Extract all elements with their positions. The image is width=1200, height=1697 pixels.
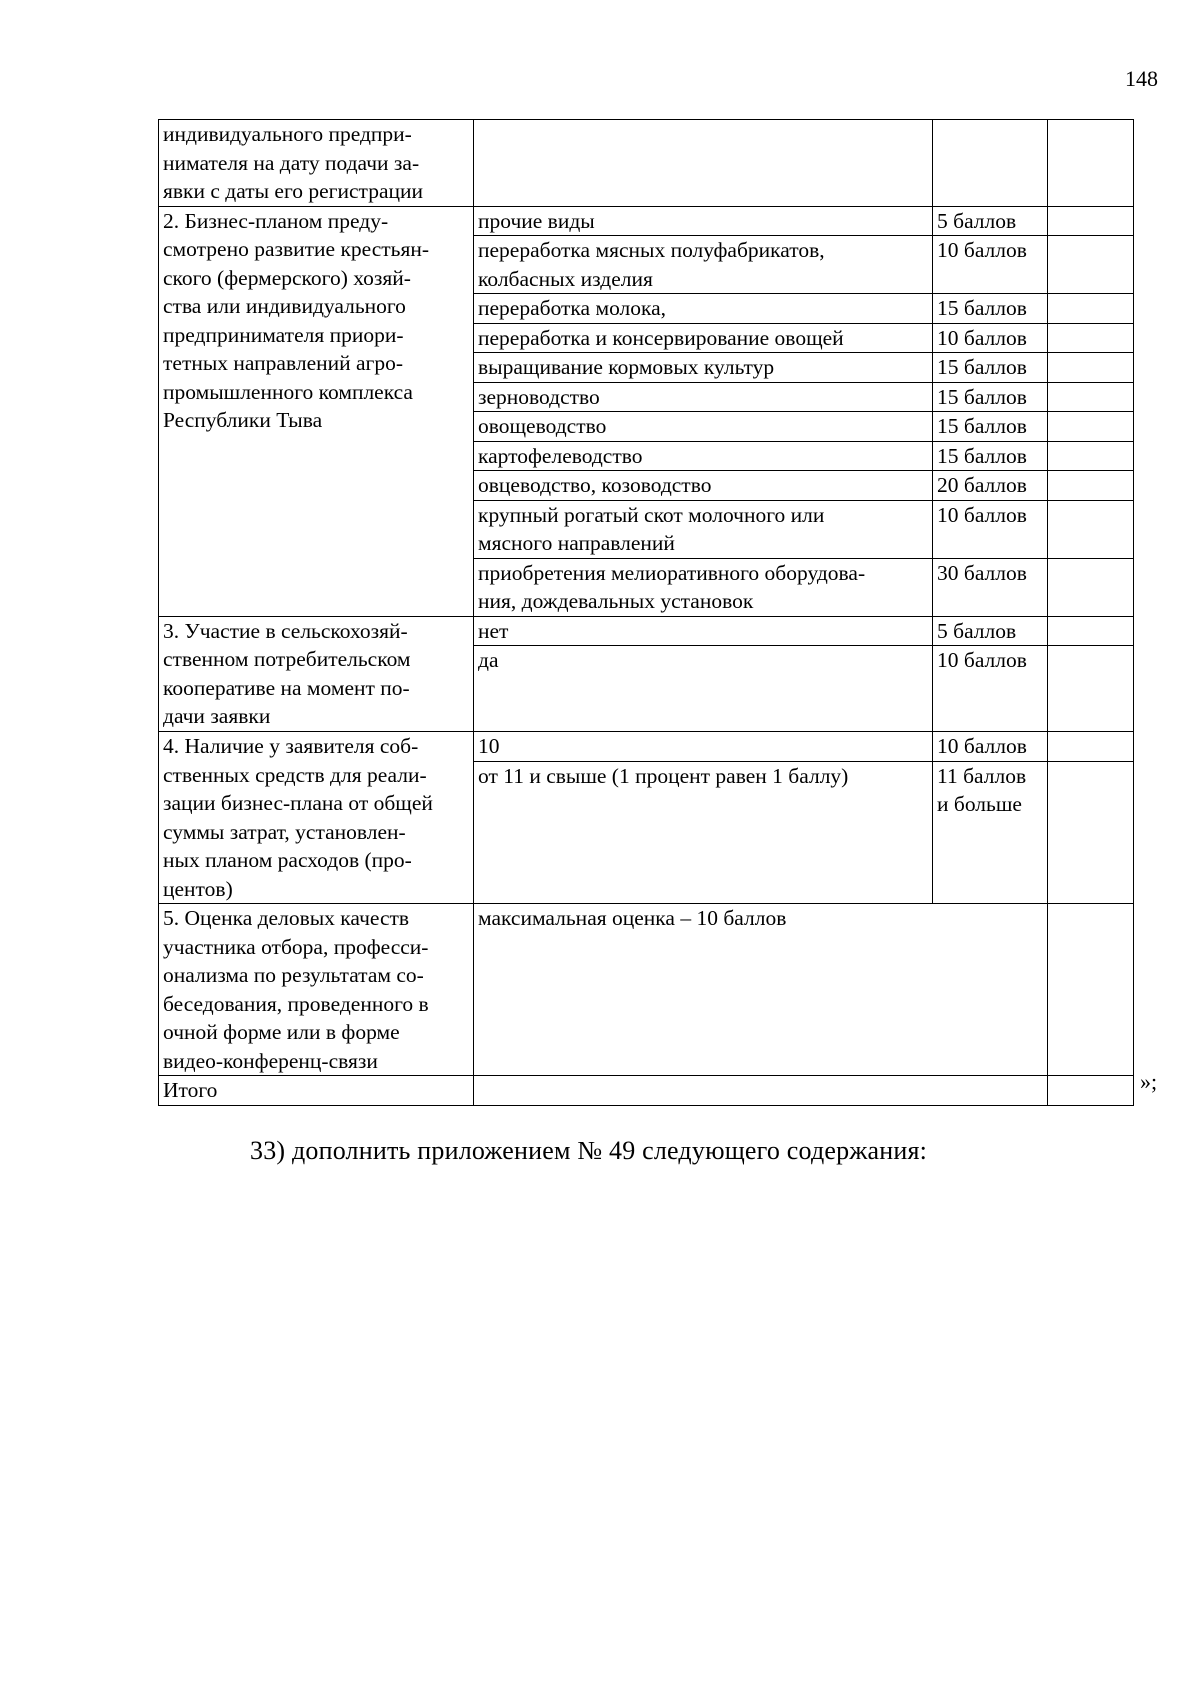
option-cell [474, 616, 933, 646]
score-cell [933, 120, 1048, 207]
criterion-cell [159, 904, 474, 1076]
score-cell [933, 412, 1048, 442]
text-line: от 11 и свыше (1 процент равен 1 баллу) [478, 763, 849, 788]
score-value [937, 559, 1043, 588]
text-line: 15 баллов [937, 384, 1027, 409]
table-row [159, 732, 1134, 762]
criterion-text [163, 120, 469, 206]
text-line: 10 баллов [937, 648, 1027, 672]
option-text [478, 762, 928, 791]
text-line: 11 баллов [937, 763, 1027, 788]
score-cell [933, 382, 1048, 412]
text-line: прочие виды [478, 208, 595, 233]
option-cell [474, 120, 933, 207]
criterion-cell [159, 120, 474, 207]
text-line: Республики Тыва [163, 408, 323, 432]
text-line: явки с даты его регистрации [163, 179, 424, 203]
text-line: переработка мясных полуфабрикатов, [478, 238, 825, 262]
table-row [159, 904, 1134, 1076]
score-value [937, 617, 1043, 646]
option-cell [474, 294, 933, 324]
score-value [937, 353, 1043, 382]
text-line: ства или индивидуального [163, 294, 406, 318]
option-cell [474, 761, 933, 903]
criterion-text [163, 904, 469, 1075]
option-cell [474, 206, 933, 236]
text-line: 15 баллов [937, 414, 1027, 438]
criterion-cell [159, 206, 474, 616]
option-text [478, 294, 928, 323]
table-row [159, 206, 1134, 236]
text-line: ных планом расходов (про- [163, 848, 412, 872]
text-line: ственном потребительском [163, 647, 411, 671]
text-line: 4. Наличие у заявителя соб- [163, 734, 419, 758]
points-cell [1048, 732, 1134, 762]
text-line: мясного направлений [478, 531, 675, 555]
option-text [478, 471, 928, 500]
text-line: переработка молока, [478, 296, 667, 320]
criterion-text [163, 732, 469, 903]
option-cell [474, 441, 933, 471]
option-text [478, 904, 1043, 933]
text-line: крупный рогатый скот молочного или [478, 502, 825, 527]
score-cell [933, 294, 1048, 324]
text-line: зерноводство [478, 384, 600, 409]
option-cell [474, 471, 933, 501]
option-cell [474, 412, 933, 442]
option-text [478, 559, 928, 616]
text-line: 5 баллов [937, 618, 1017, 643]
option-text [478, 732, 928, 761]
text-line: переработка и консервирование овощей [478, 325, 844, 350]
criterion-cell [159, 732, 474, 904]
score-cell [933, 441, 1048, 471]
score-value [937, 294, 1043, 323]
text-line: 10 [478, 734, 500, 758]
score-cell [933, 353, 1048, 383]
points-cell [1048, 120, 1134, 207]
score-value [937, 471, 1043, 500]
option-text [478, 412, 928, 441]
score-value [937, 412, 1043, 441]
total-row [159, 1076, 1134, 1106]
option-text [478, 383, 928, 412]
criterion-text [163, 207, 469, 435]
text-line: да [478, 648, 499, 672]
text-line: видео-конференц-связи [163, 1048, 378, 1073]
text-line: онализма по результатам со- [163, 963, 424, 987]
text-line: индивидуального предпри- [163, 122, 412, 146]
text-line: дачи заявки [163, 704, 271, 728]
text-line: ственных средств для реали- [163, 762, 427, 787]
text-line: кооперативе на момент по- [163, 675, 410, 700]
option-text [478, 646, 928, 675]
text-line: 2. Бизнес-планом преду- [163, 208, 389, 233]
text-line: тетных направлений агро- [163, 351, 404, 375]
score-cell [933, 732, 1048, 762]
option-cell [474, 904, 1048, 1076]
option-text [478, 501, 928, 558]
page-number: 148 [1125, 66, 1158, 91]
score-value [937, 442, 1043, 471]
score-value [937, 207, 1043, 236]
text-line: максимальная оценка – 10 баллов [478, 906, 787, 930]
score-cell [933, 236, 1048, 294]
score-value [937, 236, 1043, 265]
text-line: участника отбора, професси- [163, 934, 429, 959]
closing-quote: »; [1140, 1069, 1158, 1094]
total-value-cell [474, 1076, 1048, 1106]
text-line: 10 баллов [937, 325, 1027, 350]
option-cell [474, 323, 933, 353]
text-line: 10 баллов [937, 238, 1027, 262]
text-line: суммы затрат, установлен- [163, 819, 406, 844]
option-cell [474, 382, 933, 412]
total-label-cell [159, 1076, 474, 1106]
option-text [478, 617, 928, 646]
text-line: очной форме или в форме [163, 1020, 400, 1044]
text-line: выращивание кормовых культур [478, 355, 775, 379]
score-cell [933, 500, 1048, 558]
points-cell [1048, 323, 1134, 353]
score-cell [933, 646, 1048, 732]
option-text [478, 236, 928, 293]
text-line: предпринимателя приори- [163, 322, 404, 347]
option-text [478, 324, 928, 353]
score-cell [933, 323, 1048, 353]
points-cell [1048, 441, 1134, 471]
text-line: овцеводство, козоводство [478, 473, 712, 497]
points-cell [1048, 646, 1134, 732]
table-row [159, 616, 1134, 646]
points-cell [1048, 904, 1134, 1076]
points-cell [1048, 236, 1134, 294]
score-value [937, 383, 1043, 412]
points-cell [1048, 382, 1134, 412]
points-cell [1048, 1076, 1134, 1106]
option-cell [474, 500, 933, 558]
score-cell [933, 471, 1048, 501]
score-value [937, 646, 1043, 675]
text-line: 10 баллов [937, 502, 1027, 527]
points-cell [1048, 761, 1134, 903]
text-line: 5. Оценка деловых качеств [163, 906, 410, 930]
text-line: зации бизнес-плана от общей [163, 791, 433, 815]
score-value [937, 324, 1043, 353]
option-cell [474, 558, 933, 616]
text-line: ния, дождевальных установок [478, 589, 754, 613]
option-cell [474, 353, 933, 383]
score-cell [933, 206, 1048, 236]
score-value [937, 501, 1043, 530]
criterion-text [163, 617, 469, 731]
text-line: 20 баллов [937, 473, 1027, 497]
score-cell [933, 616, 1048, 646]
points-cell [1048, 206, 1134, 236]
text-line: 15 баллов [937, 355, 1027, 379]
points-cell [1048, 353, 1134, 383]
option-text [478, 353, 928, 382]
criteria-table [158, 119, 1134, 1106]
text-line: 5 баллов [937, 208, 1017, 233]
text-line: смотрено развитие крестьян- [163, 237, 430, 261]
text-line: овощеводство [478, 414, 607, 438]
text-line: 3. Участие в сельскохозяй- [163, 618, 408, 643]
text-line: 15 баллов [937, 443, 1027, 468]
score-cell [933, 558, 1048, 616]
score-value [937, 732, 1043, 761]
criterion-cell [159, 616, 474, 732]
table-row [159, 120, 1134, 207]
total-label: Итого [163, 1078, 218, 1102]
text-line: и больше [937, 792, 1022, 817]
points-cell [1048, 471, 1134, 501]
points-cell [1048, 412, 1134, 442]
amendment-text: 33) дополнить приложением № 49 следующего содержания: [250, 1136, 928, 1165]
option-cell [474, 732, 933, 762]
text-line: промышленного комплекса [163, 379, 413, 404]
text-line: нимателя на дату подачи за- [163, 150, 420, 175]
option-cell [474, 236, 933, 294]
text-line: картофелеводство [478, 443, 643, 468]
score-value [937, 762, 1043, 819]
text-line: 30 баллов [937, 560, 1027, 585]
text-line: центов) [163, 876, 233, 901]
text-line: нет [478, 618, 509, 643]
option-text [478, 442, 928, 471]
text-line: 15 баллов [937, 296, 1027, 320]
points-cell [1048, 500, 1134, 558]
text-line: беседования, проведенного в [163, 991, 429, 1016]
points-cell [1048, 616, 1134, 646]
text-line: колбасных изделия [478, 266, 653, 291]
score-cell [933, 761, 1048, 903]
points-cell [1048, 294, 1134, 324]
points-cell [1048, 558, 1134, 616]
option-cell [474, 646, 933, 732]
text-line: приобретения мелиоративного оборудова- [478, 560, 866, 585]
option-text [478, 207, 928, 236]
text-line: ского (фермерского) хозяй- [163, 265, 411, 290]
text-line: 10 баллов [937, 734, 1027, 758]
